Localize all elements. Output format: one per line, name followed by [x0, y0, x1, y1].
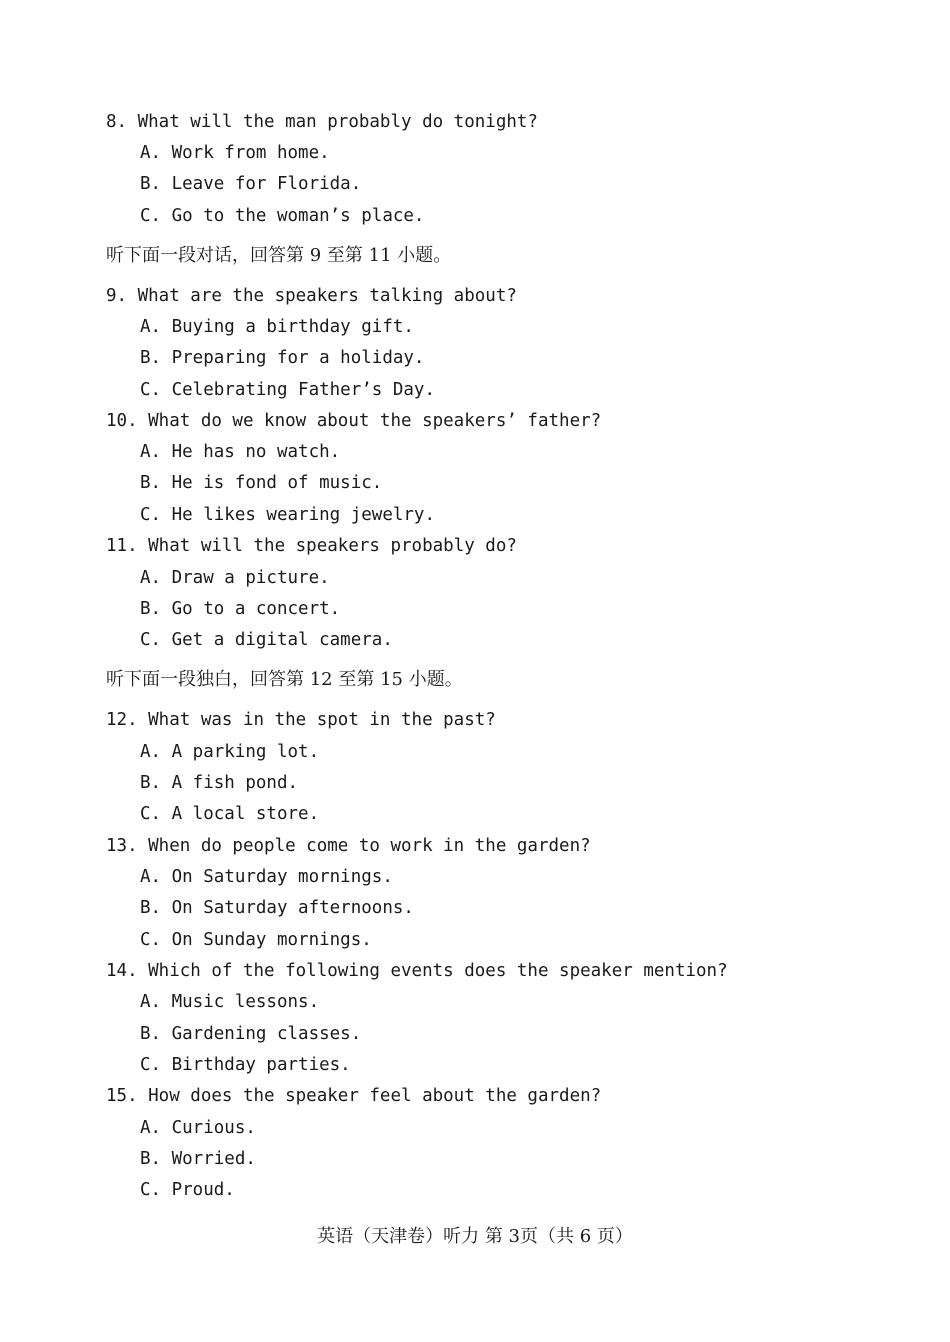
answer-option: B. A fish pond.	[140, 773, 299, 793]
answer-option: C. Celebrating Father’s Day.	[140, 380, 436, 400]
answer-option: A. On Saturday mornings.	[140, 867, 393, 887]
answer-option: C. He likes wearing jewelry.	[140, 505, 436, 525]
question-stem: 10. What do we know about the speakers’ father?	[106, 411, 602, 431]
question-stem: 8. What will the man probably do tonight?	[106, 112, 538, 132]
answer-option: B. Go to a concert.	[140, 599, 341, 619]
answer-option: B. Worried.	[140, 1149, 256, 1169]
section-instruction: 听下面一段对话，回答第 9 至第 11 小题。	[106, 245, 452, 266]
answer-option: B. He is fond of music.	[140, 473, 383, 493]
answer-option: A. Draw a picture.	[140, 568, 330, 588]
question-stem: 12. What was in the spot in the past?	[106, 710, 496, 730]
answer-option: A. A parking lot.	[140, 742, 320, 762]
answer-option: B. On Saturday afternoons.	[140, 898, 414, 918]
question-stem: 11. What will the speakers probably do?	[106, 536, 517, 556]
answer-option: A. Work from home.	[140, 143, 330, 163]
answer-option: C. On Sunday mornings.	[140, 930, 372, 950]
answer-option: C. Go to the woman’s place.	[140, 206, 425, 226]
question-stem: 13. When do people come to work in the garden?	[106, 836, 591, 856]
answer-option: C. Birthday parties.	[140, 1055, 351, 1075]
answer-option: C. Proud.	[140, 1180, 235, 1200]
answer-option: A. Buying a birthday gift.	[140, 317, 414, 337]
question-stem: 14. Which of the following events does the speaker mention?	[106, 961, 728, 981]
answer-option: B. Leave for Florida.	[140, 174, 362, 194]
answer-option: C. A local store.	[140, 804, 320, 824]
question-stem: 15. How does the speaker feel about the garden?	[106, 1086, 602, 1106]
page-footer: 英语（天津卷）听力 第 3页（共 6 页）	[317, 1226, 633, 1247]
answer-option: A. He has no watch.	[140, 442, 341, 462]
answer-option: B. Preparing for a holiday.	[140, 348, 425, 368]
answer-option: A. Music lessons.	[140, 992, 320, 1012]
question-stem: 9. What are the speakers talking about?	[106, 286, 517, 306]
section-instruction: 听下面一段独白，回答第 12 至第 15 小题。	[106, 669, 463, 690]
answer-option: A. Curious.	[140, 1118, 256, 1138]
answer-option: B. Gardening classes.	[140, 1024, 362, 1044]
answer-option: C. Get a digital camera.	[140, 630, 393, 650]
